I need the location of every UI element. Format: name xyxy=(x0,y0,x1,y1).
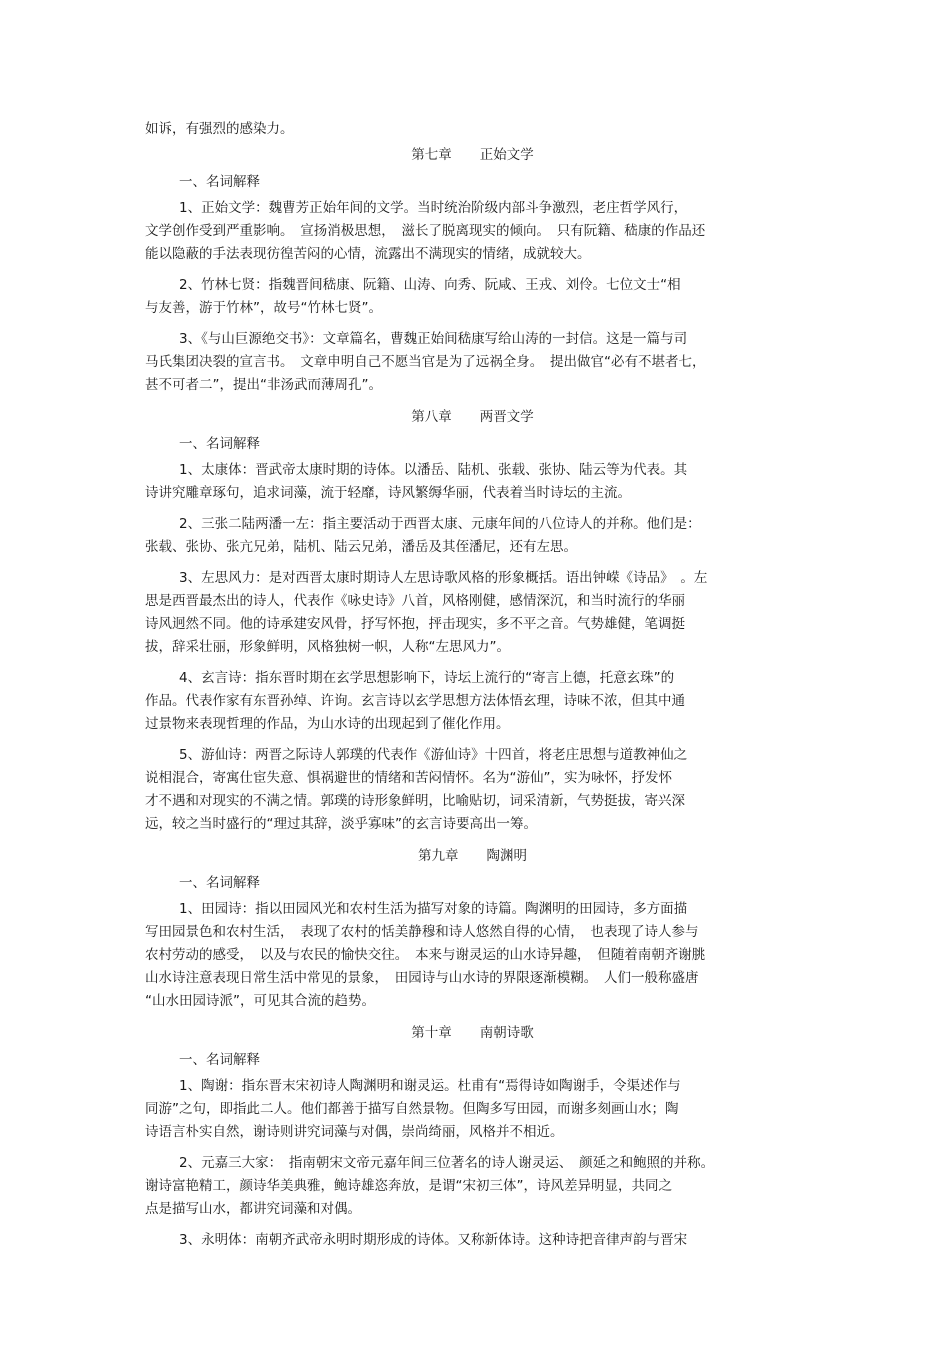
entry-line: 谢诗富艳精工，颜诗华美典雅，鲍诗雄恣奔放，是谓“宋初三体”，诗风差异明显，共同之 xyxy=(145,1178,672,1194)
term-entry xyxy=(145,1229,800,1252)
entry-line: 山水诗注意表现日常生活中常见的景象， 田园诗与山水诗的界限逐渐模糊。 人们一般称盛唐 xyxy=(145,970,699,986)
entry-line: 与友善，游于竹林”，故号“竹林七贤”。 xyxy=(145,300,382,316)
term-entry xyxy=(145,744,800,836)
entry-line: 2、三张二陆两潘一左：指主要活动于西晋太康、元康年间的八位诗人的并称。他们是： xyxy=(179,516,701,532)
entry-line: 诗风迥然不同。他的诗承建安风骨，抒写怀抱，抨击现实，多不平之音。气势雄健，笔调挺 xyxy=(145,616,685,632)
chapter-heading xyxy=(145,1021,800,1046)
chapter-heading xyxy=(145,844,800,869)
entry-line: 写田园景色和农村生活， 表现了农村的恬美静穆和诗人悠然自得的心情， 也表现了诗人参与 xyxy=(145,924,699,940)
term-entry xyxy=(145,274,800,320)
entry-line: 5、游仙诗：两晋之际诗人郭璞的代表作《游仙诗》十四首，将老庄思想与道教神仙之 xyxy=(179,747,688,763)
term-entry xyxy=(145,898,800,1013)
entry-line: 4、玄言诗：指东晋时期在玄学思想影响下，诗坛上流行的“寄言上德，托意玄珠”的 xyxy=(179,670,675,686)
entry-line: 3、永明体：南朝齐武帝永明时期形成的诗体。又称新体诗。这种诗把音律声韵与晋宋 xyxy=(179,1232,688,1248)
chapter-number: 第九章 xyxy=(418,848,459,864)
entry-line: 2、元嘉三大家： 指南朝宋文帝元嘉年间三位著名的诗人谢灵运、 颜延之和鲍照的并称。 xyxy=(179,1155,715,1171)
entry-line: 甚不可者二”，提出“非汤武而薄周孔”。 xyxy=(145,377,382,393)
chapter-title: 南朝诗歌 xyxy=(479,1025,534,1041)
entry-line: 文学创作受到严重影响。 宣扬消极思想， 滋长了脱离现实的倾向。 只有阮籍、嵇康的作品还 xyxy=(145,223,706,239)
entry-line: 拔，辞采壮丽，形象鲜明，风格独树一帜，人称“左思风力”。 xyxy=(145,639,510,655)
term-entry xyxy=(145,197,800,266)
entry-line: 诗讲究雕章琢句，追求词藻，流于轻靡，诗风繁缛华丽，代表着当时诗坛的主流。 xyxy=(145,485,631,501)
chapter-number: 第七章 xyxy=(411,147,452,163)
subheading: 一、名词解释 xyxy=(179,1052,260,1068)
entry-line: 马氏集团决裂的宣言书。 文章申明自己不愿当官是为了远祸全身。 提出做官“必有不堪者七， xyxy=(145,354,706,370)
entry-line: 远，较之当时盛行的“理过其辞，淡乎寡味”的玄言诗要高出一筹。 xyxy=(145,816,537,832)
chapter-heading xyxy=(145,143,800,168)
term-entry xyxy=(145,1075,800,1144)
entry-line: 思是西晋最杰出的诗人，代表作《咏史诗》八首，风格刚健，感情深沉，和当时流行的华丽 xyxy=(145,593,685,609)
chapter-heading xyxy=(145,405,800,430)
entry-line: 1、陶谢：指东晋末宋初诗人陶渊明和谢灵运。杜甫有“焉得诗如陶谢手，令渠述作与 xyxy=(179,1078,681,1094)
term-entry xyxy=(145,328,800,397)
chapter-title: 两晋文学 xyxy=(479,409,534,425)
entry-line: 1、正始文学：魏曹芳正始年间的文学。当时统治阶级内部斗争激烈，老庄哲学风行， xyxy=(179,200,688,216)
entry-line: 3、左思风力：是对西晋太康时期诗人左思诗歌风格的形象概括。语出钟嵘《诗品》 。左 xyxy=(179,570,708,586)
entry-line: 能以隐蔽的手法表现彷徨苦闷的心情，流露出不满现实的情绪，成就较大。 xyxy=(145,246,591,262)
chapter-number: 第十章 xyxy=(411,1025,452,1041)
subheading: 一、名词解释 xyxy=(179,875,260,891)
entry-line: 农村劳动的感受， 以及与农民的愉快交往。 本来与谢灵运的山水诗异趣， 但随着南朝齐谢朓 xyxy=(145,947,706,963)
entry-line: 1、田园诗：指以田园风光和农村生活为描写对象的诗篇。陶渊明的田园诗，多方面描 xyxy=(179,901,688,917)
entry-line: 3、《与山巨源绝交书》：文章篇名，曹魏正始间嵇康写给山涛的一封信。这是一篇与司 xyxy=(179,331,688,347)
entry-line: 诗语言朴实自然，谢诗则讲究词藻与对偶，崇尚绮丽，风格并不相近。 xyxy=(145,1124,564,1140)
entry-line: 才不遇和对现实的不满之情。郭璞的诗形象鲜明，比喻贴切，词采清新，气势挺拔，寄兴深 xyxy=(145,793,685,809)
term-entry xyxy=(145,667,800,736)
entry-line: 过景物来表现哲理的作品，为山水诗的出现起到了催化作用。 xyxy=(145,716,510,732)
entry-line: 张载、张协、张亢兄弟，陆机、陆云兄弟，潘岳及其侄潘尼，还有左思。 xyxy=(145,539,577,555)
lead-line: 如诉，有强烈的感染力。 xyxy=(145,121,294,137)
entry-line: “山水田园诗派”，可见其合流的趋势。 xyxy=(145,993,375,1009)
entry-line: 1、太康体：晋武帝太康时期的诗体。以潘岳、陆机、张载、张协、陆云等为代表。其 xyxy=(179,462,688,478)
entry-line: 同游”之句，即指此二人。他们都善于描写自然景物。但陶多写田园，而谢多刻画山水；陶 xyxy=(145,1101,679,1117)
term-entry xyxy=(145,567,800,659)
subheading: 一、名词解释 xyxy=(179,436,260,452)
chapter-title: 正始文学 xyxy=(479,147,534,163)
entry-line: 作品。代表作家有东晋孙绰、许询。玄言诗以玄学思想方法体悟玄理，诗味不浓，但其中通 xyxy=(145,693,685,709)
entry-line: 说相混合，寄寓仕宦失意、惧祸避世的情绪和苦闷情怀。名为“游仙”，实为咏怀，抒发怀 xyxy=(145,770,672,786)
term-entry xyxy=(145,459,800,505)
entry-line: 2、竹林七贤：指魏晋间嵇康、阮籍、山涛、向秀、阮咸、王戎、刘伶。七位文士“相 xyxy=(179,277,681,293)
sections-container xyxy=(145,143,800,1252)
subheading: 一、名词解释 xyxy=(179,174,260,190)
chapter-number: 第八章 xyxy=(411,409,452,425)
chapter-title: 陶渊明 xyxy=(486,848,527,864)
entry-line: 点是描写山水，都讲究词藻和对偶。 xyxy=(145,1201,361,1217)
term-entry xyxy=(145,1152,800,1221)
term-entry xyxy=(145,513,800,559)
